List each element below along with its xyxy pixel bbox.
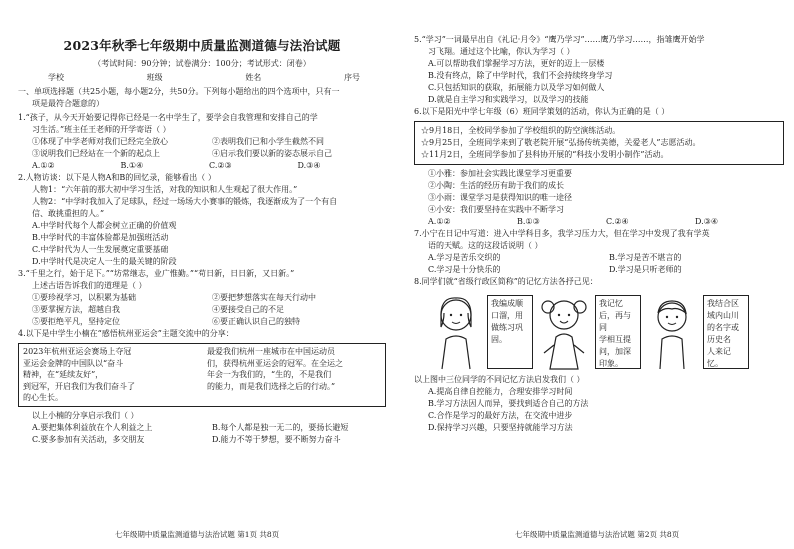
quote-box: 2023年杭州亚运会赛场上夺冠 亚运会金牌的中国队以“奋斗 精神，在“延续友好”， 到冠军，开启我们为我们奋斗了 的心生长。 最爱我们杭州一座城市在中国运动员 们，获得杭州亚运会的冠军。在全运之 年会一为我们的，“生的，不是我们 的能力，而是我们选择之后的行动。” bbox=[18, 343, 386, 407]
question-8: 8.同学们就“省级行政区简称”的记忆方法各抒己见： 我编成顺口溜，用 做练习巩固。 我记忆后，再与同 学相互提问，加深 印象。 我结合区域内山川 的名字或历史名 人来记忆。 以上图中三位同学的不同记忆方法启发我们（ ） A.提高自律自控能力，合理安排学习时间 B.学习方法因人而异，要找到适合自己的方法 C.合作是学习的最好方法，在交流中进步 D.保持学习兴趣，只要坚持就能学习方法 bbox=[414, 276, 784, 434]
question-6: 6.以下是阳光中学七年级（6）班同学策划的活动，你认为正确的是（ ） ☆9月18日，全校同学参加了学校组织的防空演练活动。 ☆9月25日，全班同学来到了敬老院开展“弘扬传统美德，关爱老人”志愿活动。 ☆11月2日，全班同学参加了县科协开展的“科技小发明小制作”活动。 ①小雅：参加社会实践比课堂学习更重要 ②小陶：生活的经历有助于我们的成长 ③小雨：课堂学习是获得知识的唯一途径 ④小安：我们要坚持在实践中不断学习 A.①② B.①③ C.②④ D.③④ bbox=[414, 106, 784, 228]
memory-method-cards bbox=[428, 292, 784, 372]
name-label: 姓名 bbox=[245, 73, 262, 82]
page-footer: 七年级期中质量监测道德与法治试题 第1页 共8页 bbox=[114, 530, 280, 539]
answer-choices: A.①② B.①③ C.②④ D.③④ bbox=[428, 217, 719, 226]
answer-choices: A.①② B.①④ C.②③ D.③④ bbox=[32, 161, 321, 170]
question-2: 2.人物访谈：以下是人物A和B的回忆录，能够看出（ ） 人物1：“六年前的那大初中学习生活，对我的知识和人生观起了很大作用。” 人物2：“中学时我加入了足球队，经过一场场大小赛事的锻炼，我逐渐成为了一个有自 信、敢挑重担的人。” A.中学时代每个人都会树立正确的价值观 B.中学时代的丰富体验都是加强班活动 C.中学时代为人一生发展奠定重要基础 D.中学时代是决定人一生的最关键的阶段 bbox=[18, 173, 338, 266]
question-4: 4.以下是中学生小楠在“感悟杭州亚运会”主题交流中的分享： 2023年杭州亚运会赛场上夺冠 亚运会金牌的中国队以“奋斗 精神，在“延续友好”， 到冠军，开启我们为我们奋斗了 的心生长。 最爱我们杭州一座城市在中国运动员 们，获得杭州亚运会的冠军。在全运之 年会一为我们的，“生的，不是我们 的能力，而是我们选择之后的行动。” 以上小楠的分享启示我们（ ） A.要把集体利益放在个人利益之上 B.每个人都是独一无二的，要扬长避短 C.要多参加有关活动，多交朋友 D.能力不等于梦想，要不断努力奋斗 bbox=[18, 328, 386, 446]
speech-box-3: 我结合区域内山川 的名字或历史名 人来记忆。 bbox=[703, 295, 749, 369]
speech-box-1: 我编成顺口溜，用 做练习巩固。 bbox=[487, 295, 533, 369]
exam-title: 2023年秋季七年级期中质量监测道德与法治试题 bbox=[63, 38, 341, 53]
question-7: 7.小宁在日记中写道：进入中学科目多，我学习压力大，但在学习中发现了我有学英 语的天赋。这的这段话说明（ ） A.学习是苦乐交织的 B.学习是苦不堪言的 C.学习是十分快乐的 D.学习是只听老师的 bbox=[414, 229, 710, 274]
exam-info: （考试时间：90分钟；试卷满分：100分；考试形式：闭卷） bbox=[93, 59, 311, 68]
activity-notice-box: ☆9月18日，全校同学参加了学校组织的防空演练活动。 ☆9月25日，全班同学来到了敬老院开展“弘扬传统美德，关爱老人”志愿活动。 ☆11月2日，全班同学参加了县科协开展的“科技小发明小制作”活动。 bbox=[414, 121, 784, 165]
left-page bbox=[0, 0, 394, 549]
speech-box-2: 我记忆后，再与同 学相互提问，加深 印象。 bbox=[595, 295, 641, 369]
statement-list: ①体现了中学老师对我们已经完全放心 ②表明我们已和小学生截然不同 ③说明我们已经站在一个新的起点上 ④启示我们要以新的姿态展示自己 bbox=[32, 137, 332, 158]
section-heading: 一、单项选择题（共25小题，每小题2分，共50分。下列每小题给出的四个选项中，只有一 项是最符合题意的） bbox=[18, 87, 340, 108]
student-info-row bbox=[18, 72, 386, 83]
question-1: 1.“孩子，从今天开始要记得你已经是一名中学生了，要学会自我管理和安排自己的学 习生活。”班主任王老师的开学寄语（ ） ①体现了中学老师对我们已经完全放心 ②表明我们已和小学生截然不同 ③说明我们已经站在一个新的起点上 ④启示我们要以新的姿态展示自己 A.①② B.①④ C.②③ D.③④ bbox=[18, 112, 386, 172]
seat-number-label: 序号 bbox=[343, 73, 360, 82]
question-3: 3.“千里之行，始于足下。”“坊常继志，业广惟勤。”“苟日新，日日新，又日新。” 上述古语告诉我们的道理是（ ） ①要珍视学习，以积累为基础 ②要把梦想落实在每天行动中 ③要掌握方法，超越自我 ④要接受自己的不足 ⑤要拒绝平凡，坚持定位 ⑥要正确认识自己的独特 bbox=[18, 269, 316, 326]
girl-illustration-1 bbox=[428, 293, 484, 371]
question-5: 5.“学习”一词最早出自《礼记·月令》“鹰乃学习”……鹰乃学习……，指雏鹰开始学 习飞翔。通过这个比喻，你认为学习（ ） A.可以帮助我们掌握学习方法，更好的迈上一层楼 B.没有终点，除了中学时代，我们不会持续终身学习 C.只包括知识的获取，拓展能力以及学习如何做人 D.就是自主学习和实践学习，以及学习的技能 bbox=[414, 35, 705, 104]
page-footer: 七年级期中质量监测道德与法治试题 第2页 共8页 bbox=[514, 530, 680, 539]
girl-illustration-2 bbox=[536, 293, 592, 371]
class-label: 班级 bbox=[146, 73, 163, 82]
boy-illustration bbox=[644, 293, 700, 371]
right-page bbox=[400, 0, 794, 549]
school-label: 学校 bbox=[48, 73, 64, 82]
